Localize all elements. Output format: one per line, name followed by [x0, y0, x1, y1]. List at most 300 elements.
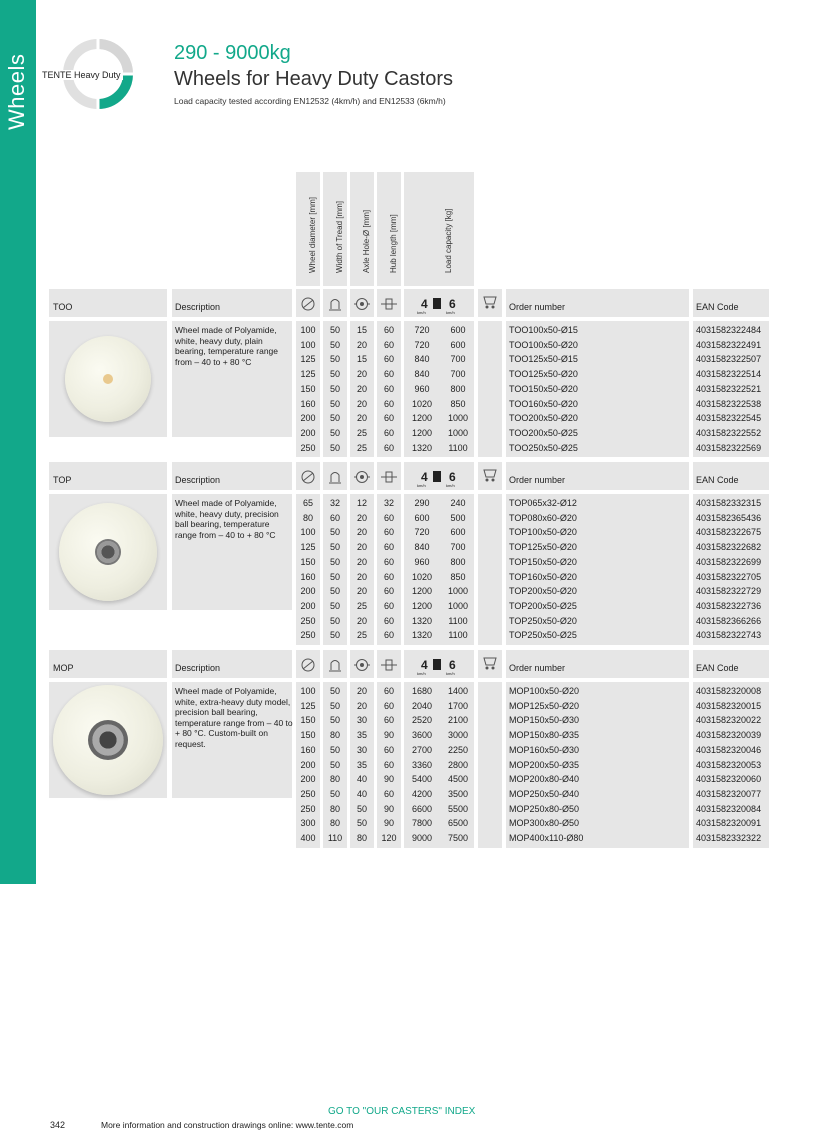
- group-code-cell: [49, 289, 167, 317]
- table-cell: 32: [383, 498, 394, 508]
- ean-code: 4031582320091: [696, 818, 762, 829]
- table-cell: 30: [356, 744, 367, 755]
- table-cell: 60: [383, 325, 394, 335]
- table-cell: 20: [356, 556, 367, 567]
- ean-code: 4031582322484: [696, 325, 762, 335]
- description-header-cell: [172, 462, 292, 490]
- table-cell: 125: [300, 700, 316, 711]
- order-number: TOP160x50-Ø20: [509, 571, 577, 582]
- table-cell: 150: [300, 730, 316, 741]
- table-cell: 20: [356, 383, 367, 394]
- table-cell: 50: [329, 788, 340, 799]
- order-number: MOP250x80-Ø50: [509, 803, 580, 814]
- table-cell: 60: [383, 556, 394, 567]
- column-bg: [478, 682, 502, 848]
- ean-code: 4031582320053: [696, 759, 762, 770]
- table-cell: 50: [329, 700, 340, 711]
- table-cell: 1200: [411, 413, 433, 424]
- table-cell: 50: [329, 686, 340, 696]
- table-cell: 60: [383, 744, 394, 755]
- table-cell: 6500: [447, 818, 469, 829]
- table-cell: 1000: [447, 600, 469, 611]
- tread-width-icon: [327, 470, 343, 484]
- table-cell: 7800: [411, 818, 433, 829]
- ean-code: 4031582322675: [696, 527, 762, 538]
- table-cell: 60: [383, 630, 394, 641]
- table-cell: 700: [450, 354, 466, 365]
- order-number: MOP125x50-Ø20: [509, 700, 580, 711]
- table-cell: 20: [356, 398, 367, 409]
- speed-unit-6: km/h: [446, 310, 455, 315]
- table-cell: 2100: [447, 715, 469, 726]
- ean-code: 4031582320008: [696, 686, 762, 696]
- group-code: TOP: [53, 475, 72, 485]
- wheel-photo: [49, 494, 167, 610]
- table-cell: 35: [356, 730, 367, 741]
- wheel-photo: [49, 682, 167, 798]
- table-cell: 1020: [411, 571, 433, 582]
- table-cell: 1400: [447, 686, 469, 696]
- table-cell: 840: [414, 369, 430, 380]
- order-number: TOP200x50-Ø20: [509, 586, 577, 597]
- ean-code: 4031582322569: [696, 442, 762, 453]
- table-cell: 60: [383, 413, 394, 424]
- table-cell: 50: [329, 354, 340, 365]
- table-cell: 20: [356, 413, 367, 424]
- ean-code: 4031582322552: [696, 427, 762, 438]
- description-header-cell: [172, 289, 292, 317]
- table-cell: 50: [329, 369, 340, 380]
- table-cell: 200: [300, 774, 316, 785]
- page-title: Wheels for Heavy Duty Castors: [174, 68, 453, 90]
- ean-code-label: EAN Code: [696, 663, 739, 673]
- wheel-photo: [49, 321, 167, 437]
- table-cell: 720: [414, 527, 430, 538]
- table-cell: 80: [356, 833, 367, 843]
- speed-4: 4: [421, 470, 428, 484]
- table-cell: 25: [356, 600, 367, 611]
- group-code: TOO: [53, 302, 73, 312]
- page-subtitle: Load capacity tested according EN12532 (4km/h) and EN12533 (6km/h): [174, 96, 446, 106]
- page-number: 342: [50, 1120, 66, 1130]
- table-cell: 2700: [411, 744, 433, 755]
- table-cell: 160: [300, 744, 316, 755]
- table-cell: 1000: [447, 413, 469, 424]
- ean-code: 4031582320015: [696, 700, 762, 711]
- table-cell: 2520: [411, 715, 433, 726]
- table-cell: 60: [383, 759, 394, 770]
- header-hub-length: [377, 172, 401, 286]
- symbol-cell: [296, 289, 320, 317]
- table-cell: 50: [329, 325, 340, 335]
- speed-unit-4: km/h: [417, 310, 426, 315]
- table-cell: 290: [414, 498, 430, 508]
- order-number: MOP400x110-Ø80: [509, 833, 584, 843]
- table-cell: 3500: [447, 788, 469, 799]
- order-header-cell: [506, 289, 689, 317]
- order-number: MOP100x50-Ø20: [509, 686, 580, 696]
- header-wheel-diameter: [296, 172, 320, 286]
- table-cell: 850: [450, 571, 466, 582]
- wheel-hub: [95, 539, 121, 565]
- table-cell: 60: [383, 427, 394, 438]
- ean-code: 4031582320084: [696, 803, 762, 814]
- ean-code-label: EAN Code: [696, 475, 739, 485]
- trolley-cell: [478, 289, 502, 317]
- header-axle-hole: [350, 172, 374, 286]
- table-cell: 150: [300, 715, 316, 726]
- table-cell: 1000: [447, 586, 469, 597]
- order-number: MOP150x50-Ø30: [509, 715, 580, 726]
- table-cell: 80: [329, 774, 340, 785]
- ean-code-label: EAN Code: [696, 302, 739, 312]
- table-cell: 60: [383, 527, 394, 538]
- table-cell: 50: [329, 615, 340, 626]
- table-cell: 15: [356, 325, 367, 335]
- table-cell: 80: [302, 512, 313, 523]
- tread-width-icon: [327, 658, 343, 672]
- diameter-icon: [300, 658, 316, 672]
- table-cell: 250: [300, 630, 316, 641]
- ean-code: 4031582332322: [696, 833, 762, 843]
- table-cell: 50: [356, 803, 367, 814]
- table-cell: 50: [329, 600, 340, 611]
- table-cell: 35: [356, 759, 367, 770]
- table-cell: 5500: [447, 803, 469, 814]
- order-number: TOP100x50-Ø20: [509, 527, 577, 538]
- ean-code: 4031582322743: [696, 630, 762, 641]
- ean-code: 4031582322545: [696, 413, 762, 424]
- order-number: MOP300x80-Ø50: [509, 818, 580, 829]
- speed-4: 4: [421, 297, 428, 311]
- table-cell: 1100: [448, 615, 468, 626]
- table-cell: 60: [383, 542, 394, 553]
- ean-code: 4031582322514: [696, 369, 762, 380]
- symbol-cell: [350, 650, 374, 678]
- table-cell: 200: [300, 759, 316, 770]
- table-cell: 9000: [411, 833, 433, 843]
- table-cell: 1200: [411, 586, 433, 597]
- order-number-label: Order number: [509, 663, 566, 673]
- table-cell: 1100: [448, 630, 468, 641]
- table-cell: 1020: [411, 398, 433, 409]
- table-cell: 3600: [411, 730, 433, 741]
- speed-unit-6: km/h: [446, 483, 455, 488]
- symbol-cell: [350, 289, 374, 317]
- table-cell: 20: [356, 339, 367, 350]
- table-cell: 200: [300, 586, 316, 597]
- order-number: MOP200x80-Ø40: [509, 774, 580, 785]
- table-cell: 3360: [411, 759, 433, 770]
- page-title-range: 290 - 9000kg: [174, 42, 291, 64]
- ean-code: 4031582320022: [696, 715, 762, 726]
- diameter-icon: [300, 470, 316, 484]
- order-number: TOO150x50-Ø20: [509, 383, 578, 394]
- table-cell: 720: [414, 325, 430, 335]
- wheel-image: [65, 336, 151, 422]
- order-number: TOP125x50-Ø20: [509, 542, 577, 553]
- table-cell: 20: [356, 512, 367, 523]
- order-number: TOO100x50-Ø20: [509, 339, 578, 350]
- ean-code: 4031582365436: [696, 512, 762, 523]
- table-cell: 20: [356, 586, 367, 597]
- column-bg: [478, 321, 502, 457]
- table-cell: 25: [356, 427, 367, 438]
- ean-code: 4031582322491: [696, 339, 762, 350]
- table-cell: 125: [300, 369, 316, 380]
- header-label: Load capacity [kg]: [444, 208, 453, 273]
- table-cell: 15: [356, 354, 367, 365]
- table-cell: 200: [300, 427, 316, 438]
- ean-code: 4031582320060: [696, 774, 762, 785]
- header-load-capacity: [404, 172, 474, 286]
- table-cell: 60: [383, 571, 394, 582]
- table-cell: 700: [450, 369, 466, 380]
- group-code: MOP: [53, 663, 74, 673]
- logo-text: TENTE Heavy Duty: [42, 70, 121, 80]
- wheel-load-icon: [433, 298, 441, 309]
- table-cell: 125: [300, 542, 316, 553]
- description-cell: [172, 682, 292, 798]
- table-cell: 150: [300, 383, 316, 394]
- header-label: Width of Tread [mm]: [335, 200, 344, 273]
- order-header-cell: [506, 462, 689, 490]
- speed-6: 6: [449, 470, 456, 484]
- table-cell: 50: [329, 630, 340, 641]
- order-number: TOO200x50-Ø25: [509, 427, 578, 438]
- table-cell: 200: [300, 413, 316, 424]
- sidebar: [0, 0, 36, 884]
- table-cell: 600: [450, 325, 466, 335]
- speed-6: 6: [449, 658, 456, 672]
- table-cell: 7500: [447, 833, 469, 843]
- table-cell: 600: [414, 512, 430, 523]
- table-cell: 65: [302, 498, 313, 508]
- table-cell: 50: [329, 427, 340, 438]
- table-cell: 240: [450, 498, 466, 508]
- order-header-cell: [506, 650, 689, 678]
- order-number: TOP200x50-Ø25: [509, 600, 577, 611]
- speed-header-cell: [404, 650, 474, 678]
- casters-index-link[interactable]: GO TO "OUR CASTERS" INDEX: [328, 1106, 476, 1117]
- table-cell: 700: [450, 542, 466, 553]
- order-number: MOP160x50-Ø30: [509, 744, 580, 755]
- table-cell: 60: [383, 586, 394, 597]
- order-number: MOP150x80-Ø35: [509, 730, 580, 741]
- group-code-cell: [49, 462, 167, 490]
- table-cell: 100: [300, 325, 316, 335]
- table-cell: 20: [356, 542, 367, 553]
- ean-code: 4031582322729: [696, 586, 762, 597]
- table-cell: 90: [383, 818, 394, 829]
- table-cell: 1200: [411, 600, 433, 611]
- table-cell: 150: [300, 556, 316, 567]
- table-cell: 80: [329, 730, 340, 741]
- symbol-cell: [377, 462, 401, 490]
- table-cell: 32: [329, 498, 340, 508]
- table-cell: 20: [356, 615, 367, 626]
- trolley-icon: [482, 295, 498, 309]
- table-cell: 25: [356, 442, 367, 453]
- table-cell: 20: [356, 686, 367, 696]
- table-cell: 160: [300, 571, 316, 582]
- ean-header-cell: [693, 650, 769, 678]
- table-cell: 50: [329, 527, 340, 538]
- table-cell: 90: [383, 774, 394, 785]
- table-cell: 850: [450, 398, 466, 409]
- table-cell: 100: [300, 686, 316, 696]
- ean-code: 4031582322682: [696, 542, 762, 553]
- diameter-icon: [300, 297, 316, 311]
- table-cell: 60: [383, 354, 394, 365]
- symbol-cell: [377, 650, 401, 678]
- table-cell: 720: [414, 339, 430, 350]
- table-cell: 5400: [411, 774, 433, 785]
- order-number: TOP250x50-Ø25: [509, 630, 577, 641]
- order-number: TOP150x50-Ø20: [509, 556, 577, 567]
- wheel-hub: [103, 374, 113, 384]
- axle-hole-icon: [354, 470, 370, 484]
- header-tread-width: [323, 172, 347, 286]
- table-cell: 90: [383, 730, 394, 741]
- table-cell: 60: [383, 383, 394, 394]
- table-cell: 960: [414, 556, 430, 567]
- table-cell: 20: [356, 369, 367, 380]
- axle-hole-icon: [354, 297, 370, 311]
- table-cell: 50: [329, 542, 340, 553]
- table-cell: 50: [329, 413, 340, 424]
- ean-code: 4031582322538: [696, 398, 762, 409]
- ean-code: 4031582322699: [696, 556, 762, 567]
- table-cell: 300: [300, 818, 316, 829]
- table-cell: 50: [329, 744, 340, 755]
- table-cell: 40: [356, 788, 367, 799]
- table-cell: 60: [383, 442, 394, 453]
- sidebar-label: Wheels: [4, 53, 29, 130]
- table-cell: 50: [329, 759, 340, 770]
- table-cell: 1680: [411, 686, 433, 696]
- table-cell: 125: [300, 354, 316, 365]
- order-number: TOP250x50-Ø20: [509, 615, 577, 626]
- table-cell: 50: [329, 383, 340, 394]
- symbol-cell: [296, 650, 320, 678]
- symbol-cell: [350, 462, 374, 490]
- description-cell: [172, 494, 292, 610]
- speed-unit-4: km/h: [417, 671, 426, 676]
- table-cell: 2250: [447, 744, 469, 755]
- description-label: Description: [175, 475, 221, 485]
- table-cell: 50: [356, 818, 367, 829]
- table-cell: 250: [300, 788, 316, 799]
- column-bg: [478, 494, 502, 645]
- table-cell: 60: [383, 398, 394, 409]
- speed-unit-4: km/h: [417, 483, 426, 488]
- table-cell: 12: [356, 498, 367, 508]
- table-cell: 60: [383, 339, 394, 350]
- wheel-load-icon: [433, 471, 441, 482]
- ean-header-cell: [693, 462, 769, 490]
- table-cell: 100: [300, 527, 316, 538]
- table-cell: 110: [327, 833, 343, 843]
- table-cell: 2040: [411, 700, 433, 711]
- table-cell: 80: [329, 818, 340, 829]
- hub-length-icon: [381, 470, 397, 484]
- trolley-icon: [482, 656, 498, 670]
- header-label: Hub length [mm]: [389, 214, 398, 273]
- symbol-cell: [323, 650, 347, 678]
- order-number: TOO250x50-Ø25: [509, 442, 578, 453]
- order-number: MOP200x50-Ø35: [509, 759, 580, 770]
- table-cell: 800: [450, 383, 466, 394]
- table-cell: 600: [450, 339, 466, 350]
- wheel-image: [53, 685, 163, 795]
- hub-length-icon: [381, 658, 397, 672]
- table-cell: 160: [300, 398, 316, 409]
- table-cell: 3000: [447, 730, 469, 741]
- description-cell: [172, 321, 292, 437]
- table-cell: 200: [300, 600, 316, 611]
- table-cell: 250: [300, 442, 316, 453]
- speed-6: 6: [449, 297, 456, 311]
- table-cell: 90: [383, 803, 394, 814]
- group-code-cell: [49, 650, 167, 678]
- wheel-load-icon: [433, 659, 441, 670]
- description-header-cell: [172, 650, 292, 678]
- trolley-cell: [478, 650, 502, 678]
- symbol-cell: [296, 462, 320, 490]
- speed-header-cell: [404, 289, 474, 317]
- table-cell: 1700: [447, 700, 469, 711]
- ean-code: 4031582322736: [696, 600, 762, 611]
- symbol-cell: [323, 289, 347, 317]
- table-cell: 1320: [411, 615, 433, 626]
- table-cell: 60: [329, 512, 340, 523]
- trolley-icon: [482, 468, 498, 482]
- symbol-cell: [323, 462, 347, 490]
- table-cell: 1200: [411, 427, 433, 438]
- ean-code: 4031582320039: [696, 730, 762, 741]
- speed-header-cell: [404, 462, 474, 490]
- table-cell: 500: [450, 512, 466, 523]
- table-cell: 60: [383, 788, 394, 799]
- table-cell: 2800: [447, 759, 469, 770]
- table-cell: 20: [356, 527, 367, 538]
- table-cell: 50: [329, 339, 340, 350]
- ean-code: 4031582322521: [696, 383, 762, 394]
- table-cell: 50: [329, 398, 340, 409]
- table-cell: 120: [381, 833, 397, 843]
- table-cell: 840: [414, 542, 430, 553]
- header-label: Axle Hole-Ø [mm]: [362, 209, 371, 273]
- table-cell: 60: [383, 369, 394, 380]
- description-text: Wheel made of Polyamide, white, extra-heavy duty model, precision ball bearing, temperature range from – 40 to + 80 °C. Custom-built on request.: [175, 686, 293, 749]
- hub-length-icon: [381, 297, 397, 311]
- ean-code: 4031582332315: [696, 498, 762, 508]
- table-cell: 4500: [447, 774, 469, 785]
- speed-unit-6: km/h: [446, 671, 455, 676]
- description-label: Description: [175, 302, 221, 312]
- symbol-cell: [377, 289, 401, 317]
- ean-code: 4031582366266: [696, 615, 762, 626]
- table-cell: 60: [383, 686, 394, 696]
- ean-code: 4031582322507: [696, 354, 762, 365]
- table-cell: 50: [329, 571, 340, 582]
- order-number: MOP250x50-Ø40: [509, 788, 580, 799]
- description-label: Description: [175, 663, 221, 673]
- description-text: Wheel made of Polyamide, white, heavy duty, plain bearing, temperature range from – 40 to + 80 °C: [175, 325, 279, 367]
- wheel-hub: [88, 720, 128, 760]
- wheel-image: [59, 503, 157, 601]
